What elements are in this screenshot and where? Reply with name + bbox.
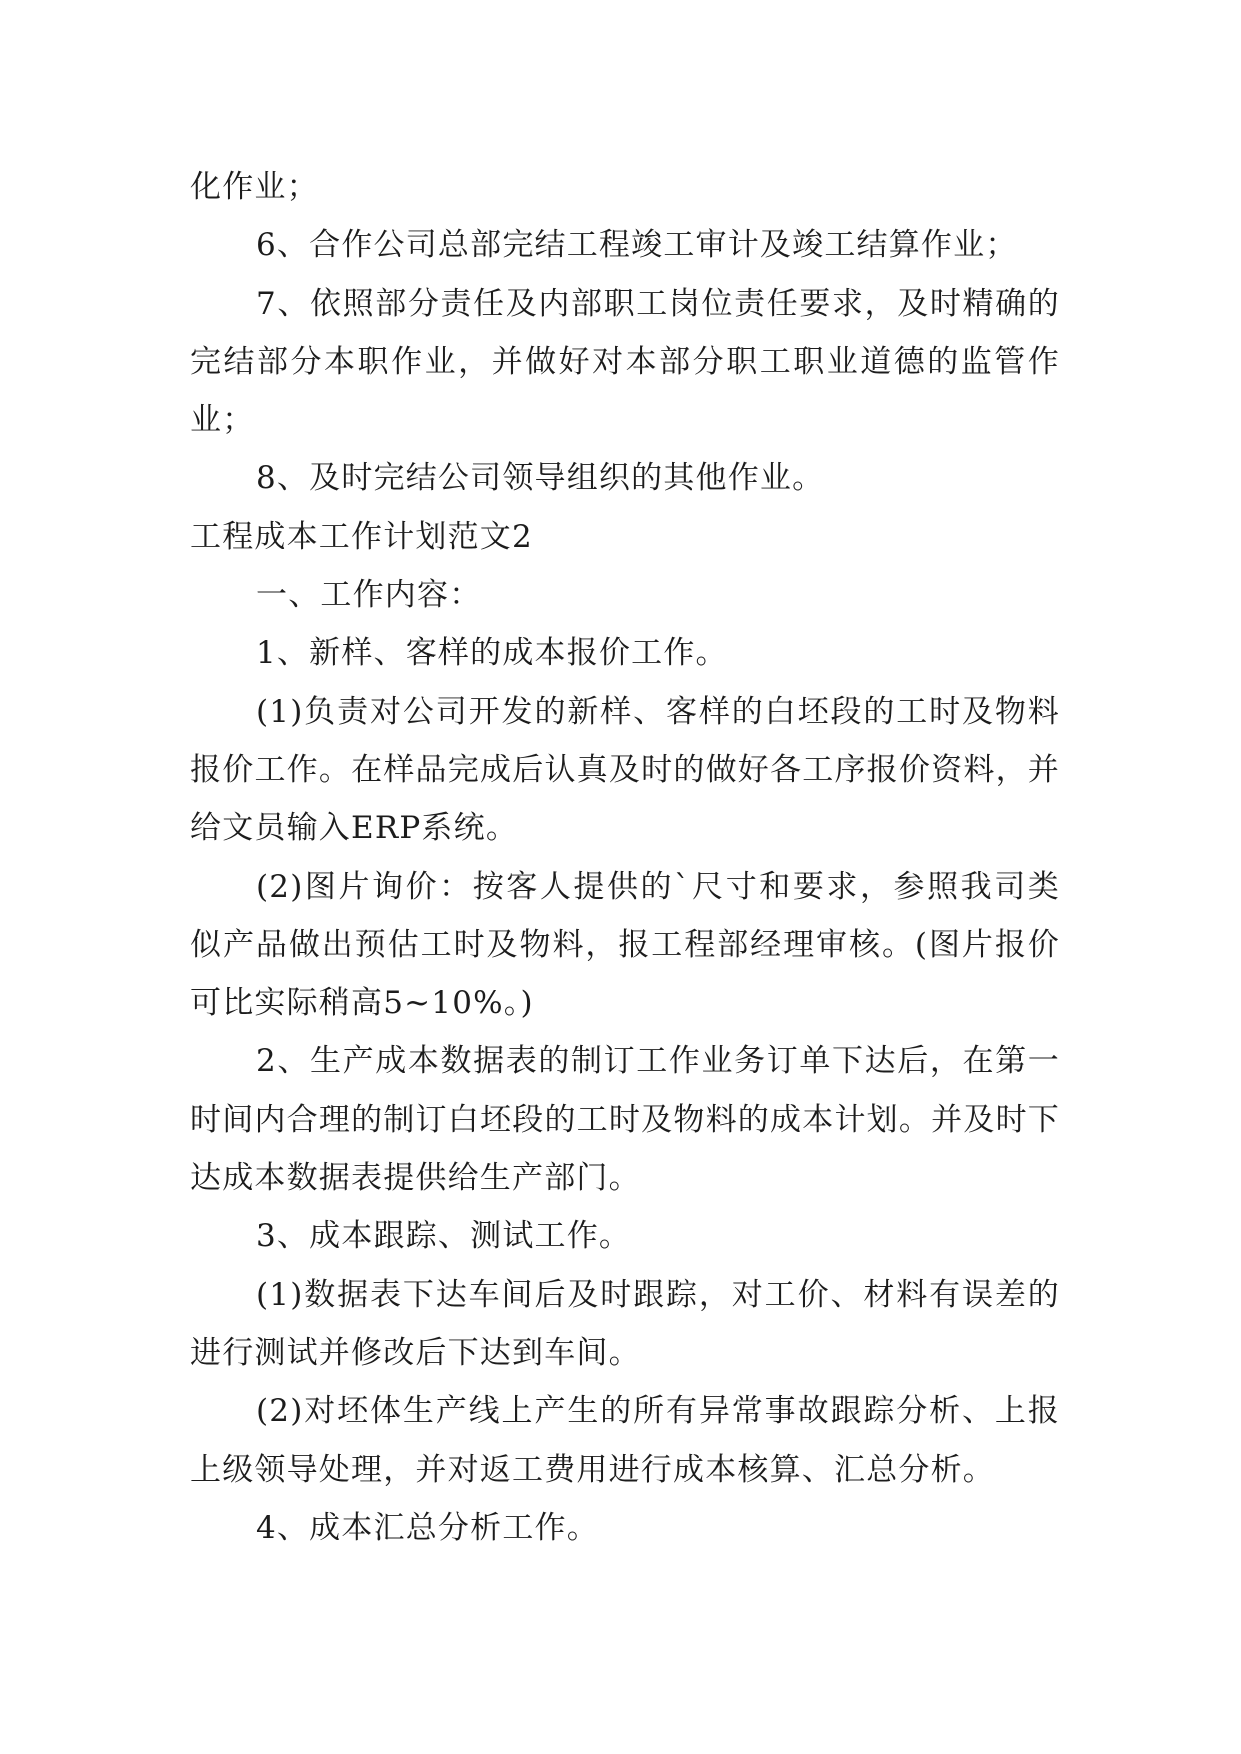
paragraph: 7、依照部分责任及内部职工岗位责任要求，及时精确的完结部分本职作业，并做好对本部分职工职业道德的监管作业； [190, 285, 1060, 439]
document-body [190, 158, 1060, 1557]
paragraph: (2)对坯体生产线上产生的所有异常事故跟踪分析、上报上级领导处理，并对返工费用进行成本核算、汇总分析。 [190, 1393, 1060, 1488]
paragraph: 2、生产成本数据表的制订工作业务订单下达后，在第一时间内合理的制订白坯段的工时及物料的成本计划。并及时下达成本数据表提供给生产部门。 [190, 1043, 1060, 1197]
paragraph: (1)负责对公司开发的新样、客样的白坯段的工时及物料报价工作。在样品完成后认真及时的做好各工序报价资料，并给文员输入ERP系统。 [190, 693, 1060, 847]
paragraph: 4、成本汇总分析工作。 [256, 1509, 599, 1546]
paragraph: 化作业； [190, 169, 319, 205]
paragraph: 3、成本跟踪、测试工作。 [256, 1218, 632, 1255]
paragraph: 一、工作内容： [256, 577, 482, 614]
paragraph: (1)数据表下达车间后及时跟踪，对工价、材料有误差的进行测试并修改后下达到车间。 [190, 1276, 1060, 1371]
paragraph: (2)图片询价：按客人提供的`尺寸和要求，参照我司类似产品做出预估工时及物料，报工程部经理审核。(图片报价可比实际稍高5~10%。) [190, 868, 1060, 1022]
paragraph: 8、及时完结公司领导组织的其他作业。 [256, 460, 825, 497]
paragraph: 6、合作公司总部完结工程竣工审计及竣工结算作业； [256, 227, 1018, 264]
section-heading: 工程成本工作计划范文2 [190, 518, 533, 555]
paragraph: 1、新样、客样的成本报价工作。 [256, 635, 728, 672]
